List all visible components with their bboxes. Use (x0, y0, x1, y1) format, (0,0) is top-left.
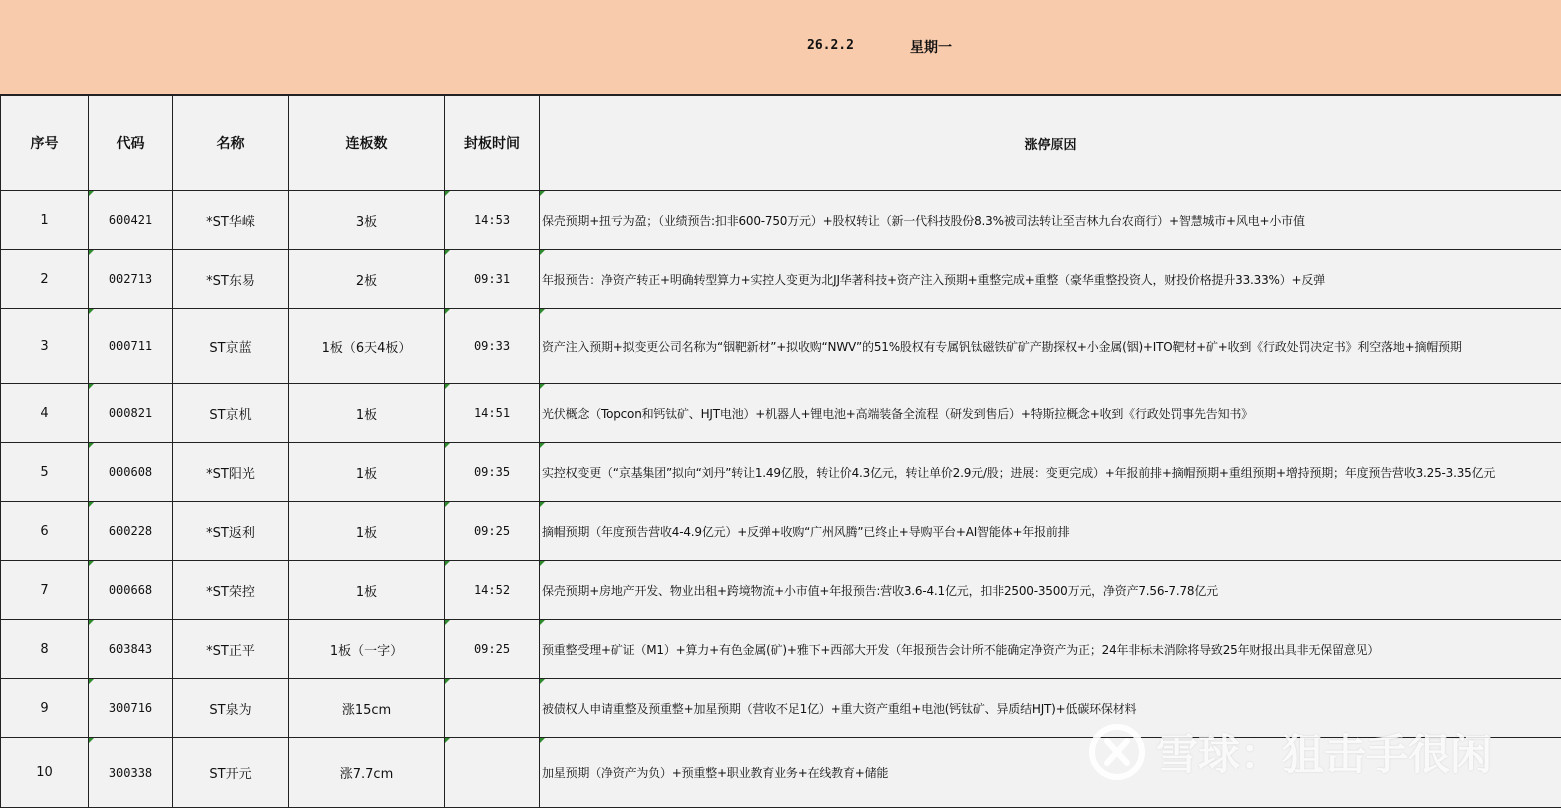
cell-code: 600228 (89, 502, 173, 561)
cell-name: ST开元 (173, 738, 289, 808)
cell-name: ST泉为 (173, 679, 289, 738)
cell-reason: 保壳预期+扭亏为盈；（业绩预告:扣非600-750万元）+股权转让（新一代科技股份8.3%被司法转让至吉林九台农商行）+智慧城市+风电+小市值 (540, 191, 1561, 250)
cell-code: 002713 (89, 250, 173, 309)
cell-time: 14:52 (445, 561, 540, 620)
cell-time: 09:35 (445, 443, 540, 502)
table-row (1, 191, 1561, 250)
table-row (1, 443, 1561, 502)
cell-reason: 资产注入预期+拟变更公司名称为“铟靶新材”+拟收购“NWV”的51%股权有专属钒钛磁铁矿矿产勘探权+小金属(铟)+ITO靶材+矿+收到《行政处罚决定书》利空落地+摘帽预期 (540, 309, 1561, 384)
cell-code: 000668 (89, 561, 173, 620)
table-row (1, 384, 1561, 443)
cell-boards: 1板（一字） (289, 620, 445, 679)
cell-reason: 年报预告：净资产转正+明确转型算力+实控人变更为北JJ华著科技+资产注入预期+重整完成+重整（豪华重整投资人，财投价格提升33.33%）+反弹 (540, 250, 1561, 309)
col-header-no: 序号 (1, 96, 89, 191)
cell-boards: 1板 (289, 561, 445, 620)
cell-no: 5 (1, 443, 89, 502)
cell-boards: 2板 (289, 250, 445, 309)
cell-code: 600421 (89, 191, 173, 250)
col-header-name: 名称 (173, 96, 289, 191)
cell-reason: 摘帽预期（年度预告营收4-4.9亿元）+反弹+收购“广州风腾”已终止+导购平台+AI智能体+年报前排 (540, 502, 1561, 561)
table-row (1, 738, 1561, 808)
cell-name: *ST华嵘 (173, 191, 289, 250)
cell-boards: 1板 (289, 384, 445, 443)
cell-reason: 光伏概念（Topcon和钙钛矿、HJT电池）+机器人+锂电池+高端装备全流程（研发到售后）+特斯拉概念+收到《行政处罚事先告知书》 (540, 384, 1561, 443)
col-header-reason: 涨停原因 (540, 96, 1561, 191)
cell-no: 2 (1, 250, 89, 309)
cell-name: *ST正平 (173, 620, 289, 679)
cell-time (445, 679, 540, 738)
cell-reason: 保壳预期+房地产开发、物业出租+跨境物流+小市值+年报预告:营收3.6-4.1亿元，扣非2500-3500万元，净资产7.56-7.78亿元 (540, 561, 1561, 620)
cell-no: 8 (1, 620, 89, 679)
cell-name: *ST返利 (173, 502, 289, 561)
cell-code: 603843 (89, 620, 173, 679)
cell-time: 14:51 (445, 384, 540, 443)
cell-time: 09:25 (445, 502, 540, 561)
cell-time: 09:31 (445, 250, 540, 309)
cell-code: 000608 (89, 443, 173, 502)
cell-no: 7 (1, 561, 89, 620)
cell-code: 000821 (89, 384, 173, 443)
cell-code: 300716 (89, 679, 173, 738)
cell-code: 300338 (89, 738, 173, 808)
cell-boards: 1板（6天4板） (289, 309, 445, 384)
cell-time: 14:53 (445, 191, 540, 250)
header-banner (0, 0, 1561, 95)
cell-boards: 涨7.7cm (289, 738, 445, 808)
table-row (1, 250, 1561, 309)
table-row (1, 620, 1561, 679)
cell-boards: 涨15cm (289, 679, 445, 738)
cell-no: 10 (1, 738, 89, 808)
cell-no: 1 (1, 191, 89, 250)
header-weekday: 星期一 (910, 37, 952, 57)
cell-reason: 被债权人申请重整及预重整+加星预期（营收不足1亿）+重大资产重组+电池(钙钛矿、异质结HJT)+低碳环保材料 (540, 679, 1561, 738)
cell-no: 9 (1, 679, 89, 738)
cell-time: 09:25 (445, 620, 540, 679)
col-header-time: 封板时间 (445, 96, 540, 191)
cell-name: *ST东易 (173, 250, 289, 309)
table-row (1, 679, 1561, 738)
header-date: 26.2.2 (807, 38, 854, 53)
col-header-code: 代码 (89, 96, 173, 191)
cell-name: ST京机 (173, 384, 289, 443)
cell-code: 000711 (89, 309, 173, 384)
cell-boards: 1板 (289, 502, 445, 561)
cell-name: *ST阳光 (173, 443, 289, 502)
cell-time: 09:33 (445, 309, 540, 384)
cell-no: 3 (1, 309, 89, 384)
table-row (1, 502, 1561, 561)
watermark-text: 雪球：狙击手很闲 (1156, 722, 1492, 782)
table-header-row (1, 96, 1561, 191)
table-row (1, 309, 1561, 384)
cell-reason: 加星预期（净资产为负）+预重整+职业教育业务+在线教育+储能 (540, 738, 1561, 808)
table-row (1, 561, 1561, 620)
limit-up-table (0, 95, 1561, 808)
cell-reason: 实控权变更（“京基集团”拟向“刘丹”转让1.49亿股，转让价4.3亿元，转让单价2.9元/股；进展：变更完成）+年报前排+摘帽预期+重组预期+增持预期；年度预告营收3.25-3.35亿元 (540, 443, 1561, 502)
cell-no: 4 (1, 384, 89, 443)
cell-name: *ST荣控 (173, 561, 289, 620)
cell-name: ST京蓝 (173, 309, 289, 384)
col-header-boards: 连板数 (289, 96, 445, 191)
cell-boards: 1板 (289, 443, 445, 502)
cell-reason: 预重整受理+矿证（M1）+算力+有色金属(矿)+雅下+西部大开发（年报预告会计所不能确定净资产为正；24年非标未消除将导致25年财报出具非无保留意见） (540, 620, 1561, 679)
cell-no: 6 (1, 502, 89, 561)
cell-boards: 3板 (289, 191, 445, 250)
cell-time (445, 738, 540, 808)
